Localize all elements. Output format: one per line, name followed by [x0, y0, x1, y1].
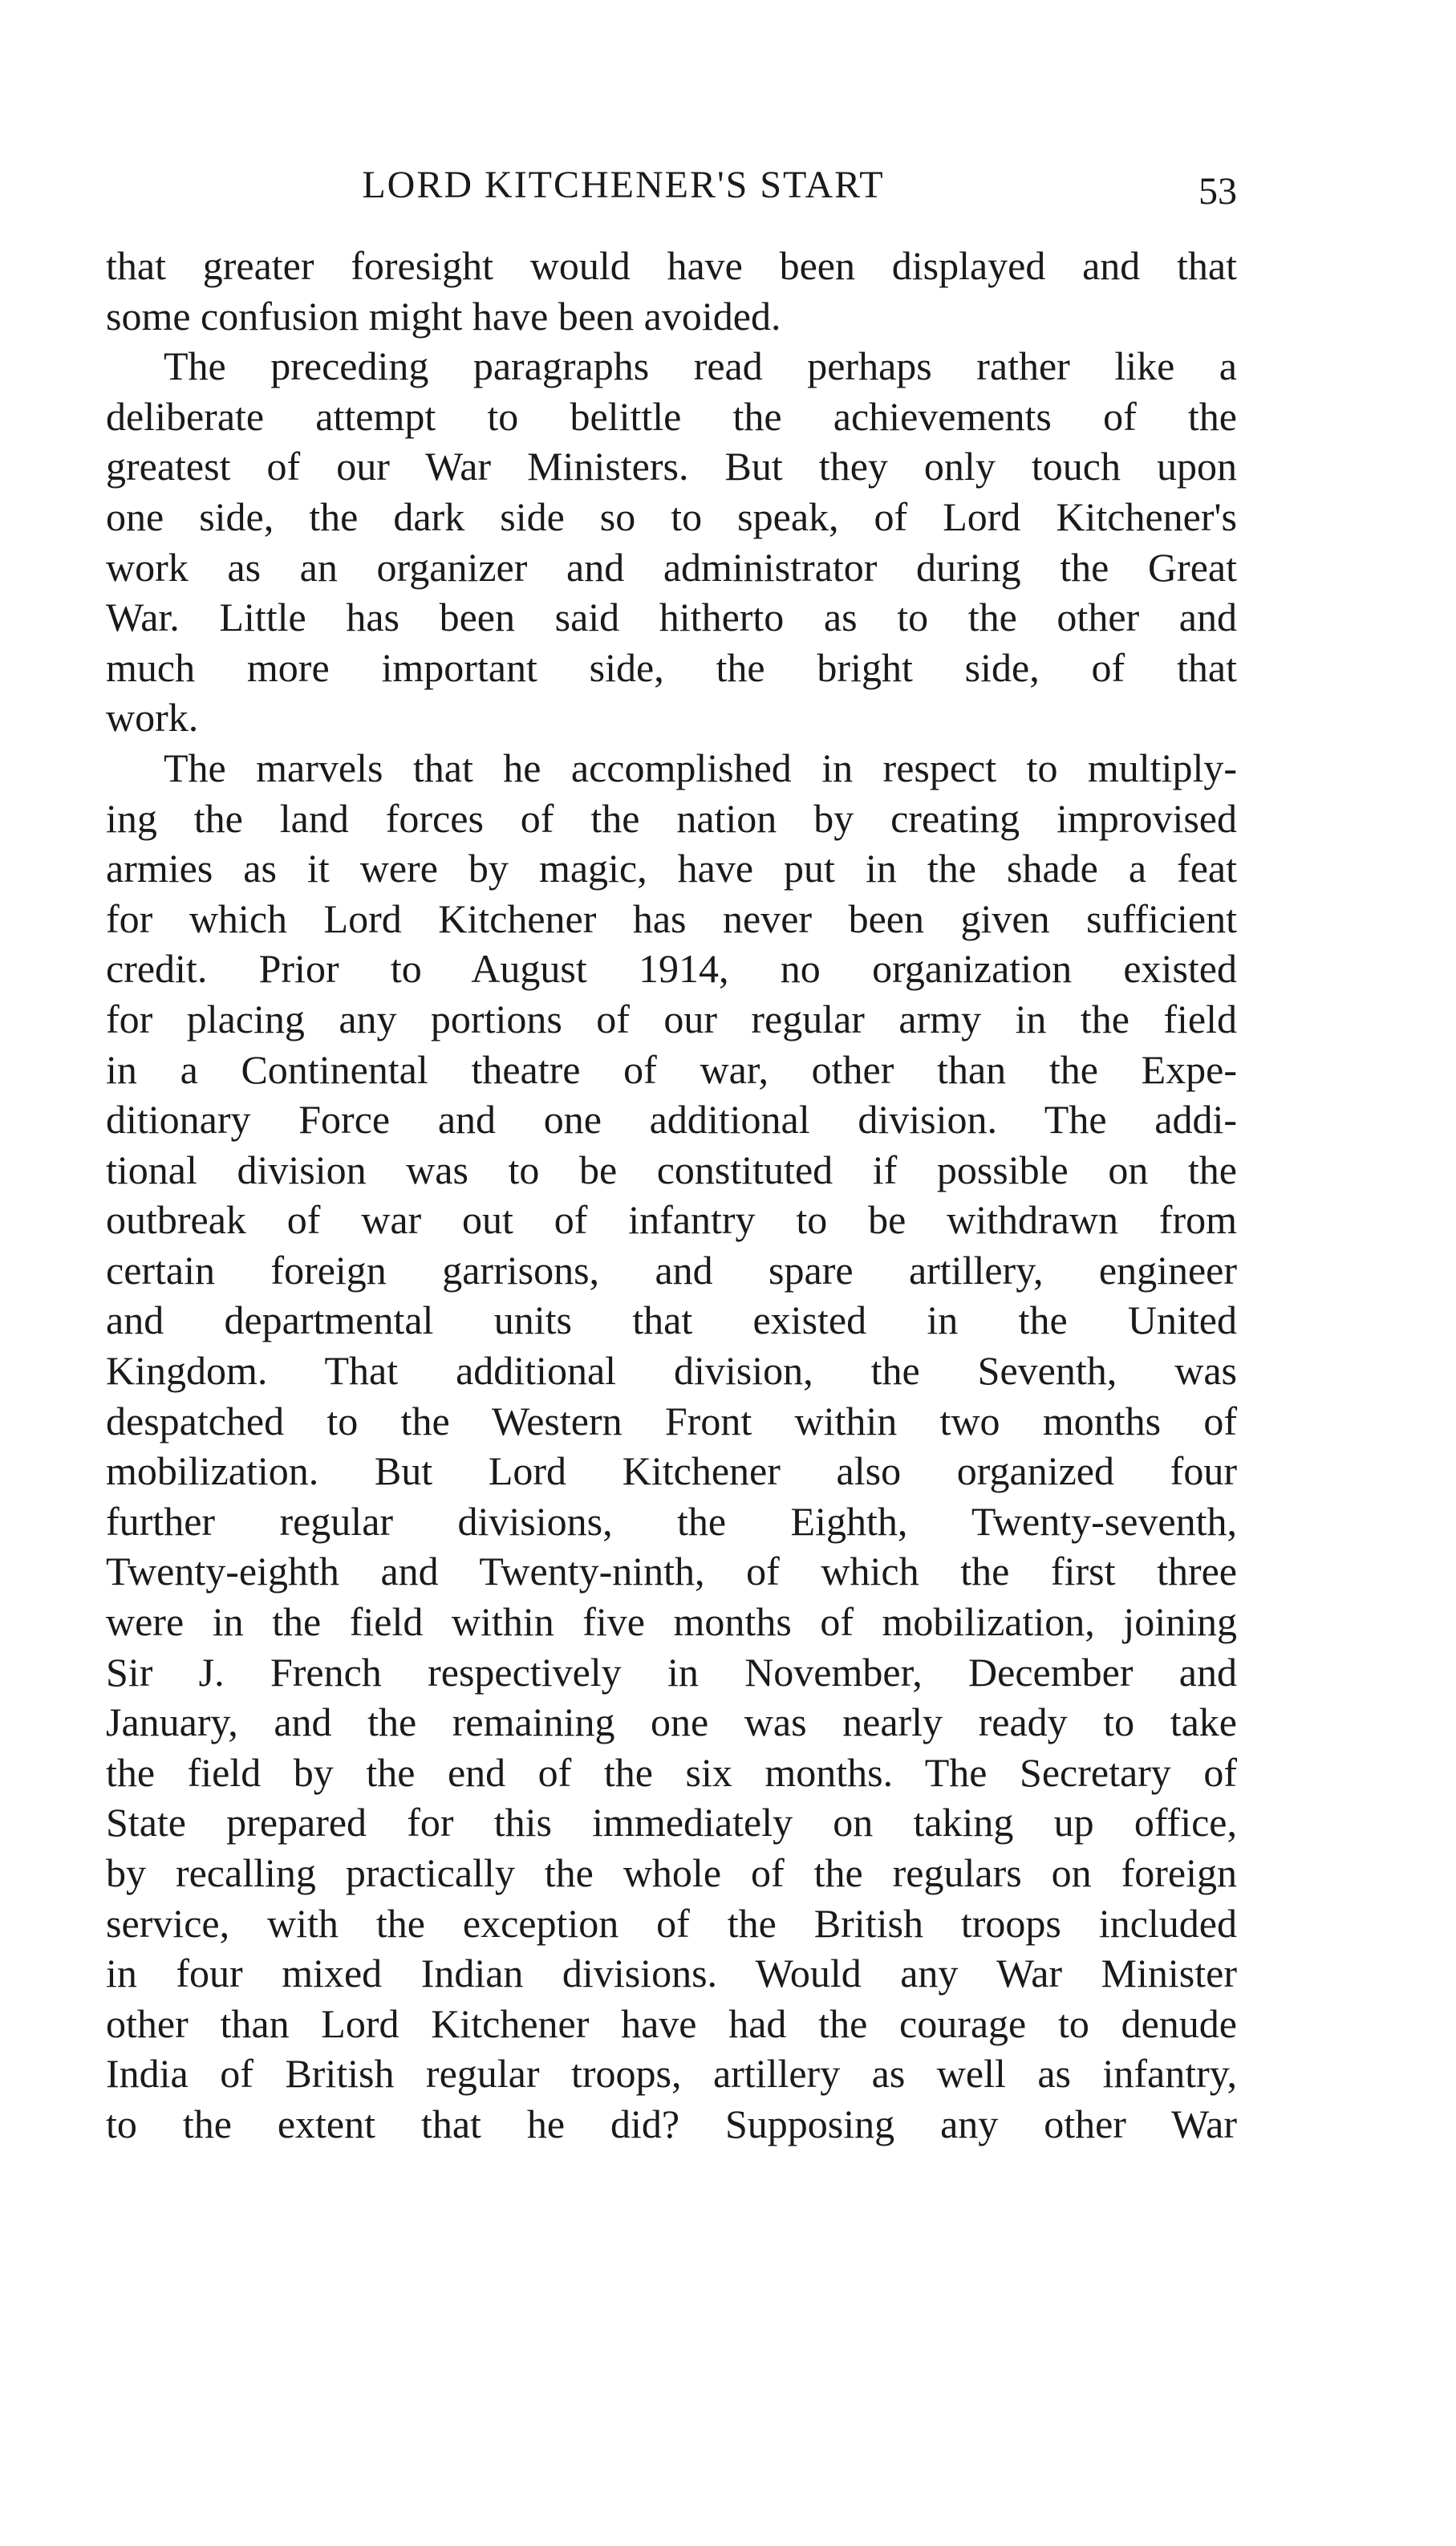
running-title: LORD KITCHENER'S START	[362, 164, 885, 206]
text-line: despatched to the Western Front within two months of	[106, 1398, 1237, 1444]
text-line: ditionary Force and one additional division. The addi-	[106, 1097, 1237, 1143]
text-line: for which Lord Kitchener has never been given sufficient	[106, 895, 1237, 941]
text-line: War. Little has been said hitherto as to the other and	[106, 595, 1237, 640]
text-line: and departmental units that existed in the United	[106, 1297, 1237, 1343]
text-line: greatest of our War Ministers. But they only touch upon	[106, 444, 1237, 489]
text-line: State prepared for this immediately on taking up office,	[106, 1800, 1237, 1846]
text-line: were in the field within five months of mobilization, joining	[106, 1599, 1237, 1645]
text-line: credit. Prior to August 1914, no organization existed	[106, 946, 1237, 992]
text-line: much more important side, the bright side, of that	[106, 644, 1237, 690]
text-line: to the extent that he did? Supposing any other War	[106, 2101, 1237, 2146]
text-line: one side, the dark side so to speak, of Lord Kitchener's	[106, 493, 1237, 539]
text-line: tional division was to be constituted if possible on the	[106, 1147, 1237, 1192]
text-line: by recalling practically the whole of the regulars on foreign	[106, 1850, 1237, 1895]
text-line: mobilization. But Lord Kitchener also organized four	[106, 1448, 1237, 1494]
text-line: Kingdom. That additional division, the Seventh, was	[106, 1348, 1237, 1394]
text-line: service, with the exception of the British troops included	[106, 1900, 1237, 1946]
text-line: work.	[106, 695, 199, 741]
text-line: The preceding paragraphs read perhaps rather like a	[164, 343, 1237, 389]
text-line: January, and the remaining one was nearly ready to take	[106, 1699, 1237, 1745]
text-line: The marvels that he accomplished in respect to multiply-	[164, 745, 1237, 790]
body-text	[106, 241, 1237, 2150]
text-line: in a Continental theatre of war, other than the Expe-	[106, 1046, 1237, 1092]
text-line: certain foreign garrisons, and spare artillery, engineer	[106, 1247, 1237, 1293]
running-head	[106, 157, 1237, 213]
text-line: in four mixed Indian divisions. Would any War Minister	[106, 1951, 1237, 1996]
text-line: outbreak of war out of infantry to be withdrawn from	[106, 1197, 1237, 1243]
text-line: work as an organizer and administrator during the Great	[106, 544, 1237, 590]
text-line: ing the land forces of the nation by creating improvised	[106, 795, 1237, 841]
text-line: some confusion might have been avoided.	[106, 293, 781, 339]
text-line: other than Lord Kitchener have had the courage to denude	[106, 2000, 1237, 2046]
text-line: the field by the end of the six months. The Secretary of	[106, 1749, 1237, 1795]
text-line: Twenty-eighth and Twenty-ninth, of which the first three	[106, 1549, 1237, 1594]
text-line: that greater foresight would have been displayed and that	[106, 243, 1237, 288]
text-line: for placing any portions of our regular army in the field	[106, 996, 1237, 1042]
text-line: India of British regular troops, artillery as well as infantry,	[106, 2051, 1237, 2097]
text-line: Sir J. French respectively in November, December and	[106, 1649, 1237, 1695]
text-line: deliberate attempt to belittle the achievements of the	[106, 393, 1237, 439]
text-line: further regular divisions, the Eighth, Twenty-seventh,	[106, 1498, 1237, 1544]
text-line: armies as it were by magic, have put in the shade a feat	[106, 846, 1237, 891]
page-number: 53	[1198, 170, 1237, 213]
